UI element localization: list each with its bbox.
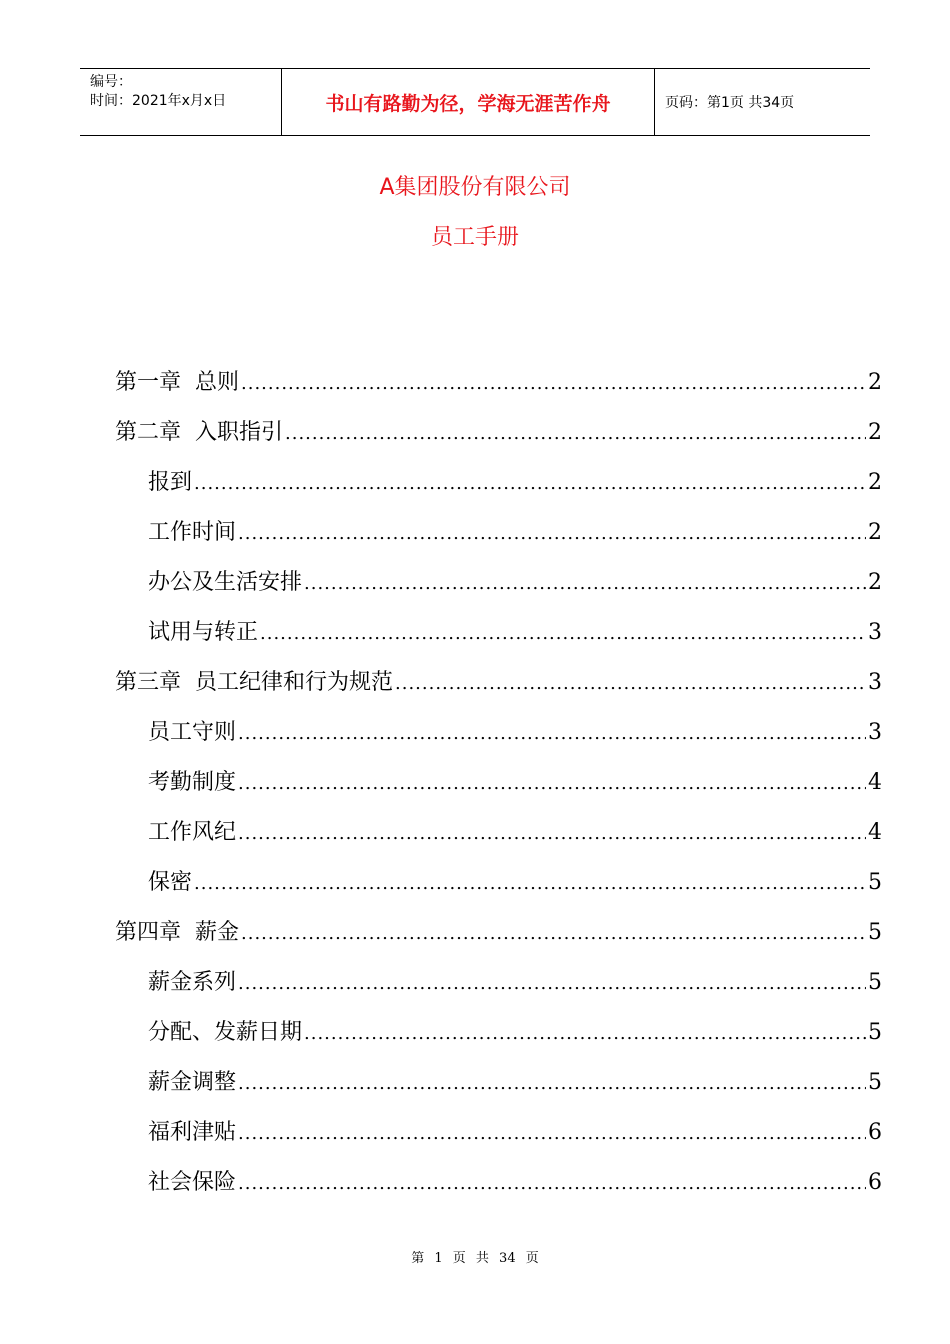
toc-entry[interactable] <box>115 1158 882 1208</box>
date-line: 时间：2021年x月x日 <box>90 93 227 109</box>
toc-entry[interactable] <box>115 608 882 658</box>
toc-entry-page: 5 <box>868 1020 882 1045</box>
toc-entry[interactable] <box>115 758 882 808</box>
toc-entry-label: 第二章 入职指引 <box>115 420 283 445</box>
toc-entry-page: 4 <box>868 770 882 795</box>
page-header <box>80 68 870 136</box>
toc-dot-leader <box>241 359 866 409</box>
toc-entry-label: 第四章 薪金 <box>115 920 239 945</box>
toc-entry-page: 2 <box>868 570 882 595</box>
toc-entry-page: 5 <box>868 970 882 995</box>
toc-entry-label: 社会保险 <box>148 1170 237 1195</box>
toc-entry[interactable] <box>115 808 882 858</box>
toc-entry-page: 2 <box>868 470 882 495</box>
toc-entry-label: 分配、发薪日期 <box>148 1020 303 1045</box>
toc-entry-label: 试用与转正 <box>148 620 259 645</box>
toc-dot-leader <box>304 1009 866 1059</box>
toc-entry[interactable] <box>115 458 882 508</box>
toc-entry-label: 福利津贴 <box>148 1120 237 1145</box>
toc-entry-label: 第一章 总则 <box>115 370 239 395</box>
toc-entry[interactable] <box>115 658 882 708</box>
toc-entry-page: 3 <box>868 620 882 645</box>
toc-entry-label: 员工守则 <box>148 720 237 745</box>
toc-entry[interactable] <box>115 958 882 1008</box>
toc-entry[interactable] <box>115 408 882 458</box>
toc-dot-leader <box>238 1059 866 1109</box>
toc-entry-label: 工作风纪 <box>148 820 237 845</box>
page-footer: 第 1 页 共 34 页 <box>411 1251 539 1266</box>
toc-entry-page: 6 <box>868 1170 882 1195</box>
toc-entry-label: 考勤制度 <box>148 770 237 795</box>
header-motto: 书山有路勤为径，学海无涯苦作舟 <box>281 69 655 135</box>
toc-entry-label: 薪金系列 <box>148 970 237 995</box>
toc-entry[interactable] <box>115 1058 882 1108</box>
header-page-info: 页码：第1页 共34页 <box>665 95 795 111</box>
toc-entry-label: 办公及生活安排 <box>148 570 303 595</box>
serial-label: 编号： <box>90 74 132 90</box>
toc-dot-leader <box>238 809 866 859</box>
toc-dot-leader <box>285 409 866 459</box>
toc-entry-page: 5 <box>868 870 882 895</box>
toc-dot-leader <box>194 859 866 909</box>
toc-dot-leader <box>241 909 866 959</box>
toc-dot-leader <box>238 759 866 809</box>
toc-dot-leader <box>238 709 866 759</box>
table-of-contents <box>115 358 882 1208</box>
toc-dot-leader <box>304 559 866 609</box>
toc-entry-label: 工作时间 <box>148 520 237 545</box>
toc-entry-label: 保密 <box>148 870 193 895</box>
toc-entry-page: 2 <box>868 370 882 395</box>
toc-entry-page: 3 <box>868 720 882 745</box>
toc-entry[interactable] <box>115 708 882 758</box>
toc-entry-page: 6 <box>868 1120 882 1145</box>
toc-entry-label: 第三章 员工纪律和行为规范 <box>115 670 393 695</box>
toc-dot-leader <box>238 1109 866 1159</box>
toc-entry[interactable] <box>115 1108 882 1158</box>
toc-entry[interactable] <box>115 358 882 408</box>
toc-dot-leader <box>395 659 866 709</box>
toc-entry[interactable] <box>115 858 882 908</box>
toc-dot-leader <box>238 509 866 559</box>
toc-entry-page: 2 <box>868 520 882 545</box>
toc-dot-leader <box>238 959 866 1009</box>
toc-entry[interactable] <box>115 1008 882 1058</box>
toc-entry-label: 薪金调整 <box>148 1070 237 1095</box>
toc-entry-page: 5 <box>868 920 882 945</box>
toc-entry[interactable] <box>115 908 882 958</box>
toc-dot-leader <box>260 609 866 659</box>
toc-entry[interactable] <box>115 508 882 558</box>
toc-entry[interactable] <box>115 558 882 608</box>
toc-entry-page: 3 <box>868 670 882 695</box>
toc-dot-leader <box>238 1159 866 1209</box>
toc-entry-page: 2 <box>868 420 882 445</box>
toc-entry-page: 4 <box>868 820 882 845</box>
toc-entry-label: 报到 <box>148 470 193 495</box>
toc-dot-leader <box>194 459 866 509</box>
header-meta <box>80 69 281 135</box>
toc-entry-page: 5 <box>868 1070 882 1095</box>
company-name: A集团股份有限公司 <box>379 175 571 200</box>
document-title: 员工手册 <box>430 225 519 250</box>
